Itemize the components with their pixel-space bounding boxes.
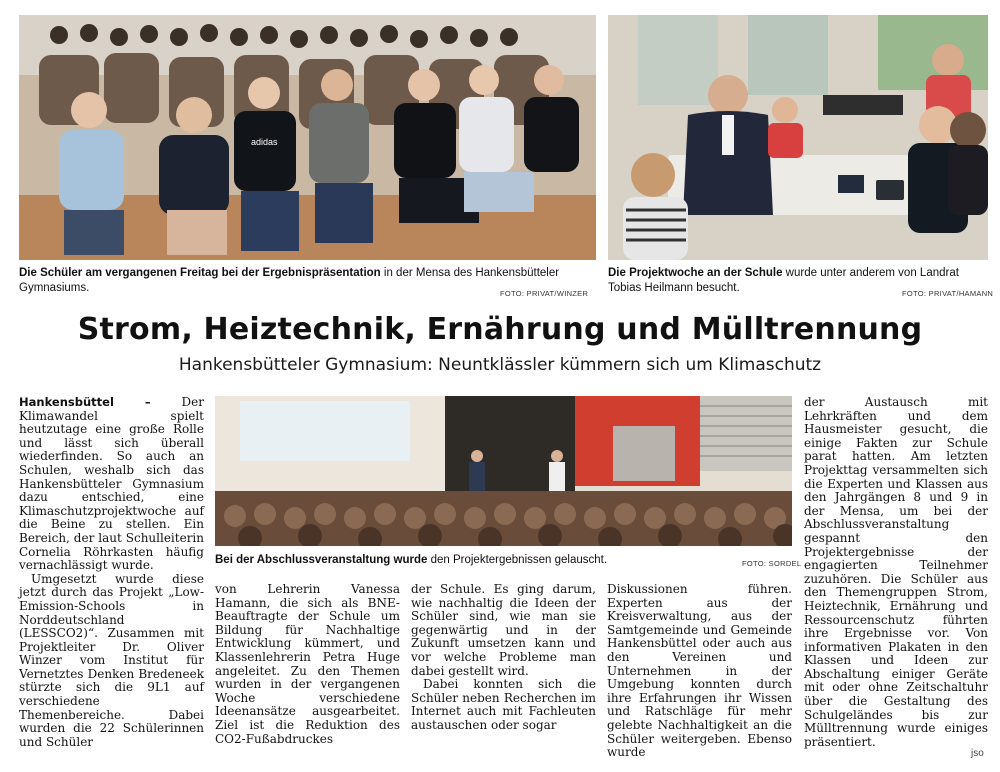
photo3-caption-rest: den Projektergebnissen gelauscht. bbox=[427, 554, 608, 566]
article-col5-text: der Austausch mit Lehrkräften und dem Hausmeister gesucht, die einige Fakten zur Schule parat hatten. Am letzten Projekttag versammelten sich die Experten und Klassen aus den Jahrgängen 8 und 9 in der Mensa, um bei der Abschlussveranstaltung gespannt den Projektergebnisse der engagierten Teilnehmer zuzuhören. Die Schüler aus den Themengruppen Strom, Heiztechnik, Ernährung und Ressourcenschutz führten ihre Ergebnisse vor. Von informativen Plakaten in den Klassen und Ideen zur Abschaltung einiger Geräte mit oder ohne Zeitschaltuhr über die Gestaltung des Schulgeländes bis zur Mülltrennung wurde einiges präsentiert. bbox=[804, 395, 988, 749]
photo-closing-event bbox=[215, 396, 792, 546]
photo-project-week-visit bbox=[608, 15, 988, 260]
article-column-4 bbox=[607, 583, 792, 760]
article-headline: Strom, Heiztechnik, Ernährung und Mülltrennung bbox=[77, 312, 923, 347]
article-col1-p2: Umgesetzt wurde diese jetzt durch das Projekt „Low-Emission-Schools in Norddeutschland (LESSCO2)“. Zusammen mit Projektleiter Dr. Oliver Winzer vom Institut für Vernetztes Denken Bredeneek stürzte sich die 9L1 auf verschiedene Themenbereiche. Dabei wurden die 22 Schülerinnen und Schüler bbox=[19, 571, 204, 749]
article-column-5 bbox=[804, 396, 988, 749]
photo1-credit: FOTO: PRIVAT/WINZER bbox=[500, 289, 589, 298]
article-column-3 bbox=[411, 583, 596, 733]
author-initials: jso bbox=[971, 748, 984, 759]
photo1-caption-bold: Die Schüler am vergangenen Freitag bei der Ergebnispräsentation bbox=[19, 267, 381, 279]
article-col3-p2: Dabei konnten sich die Schüler neben Recherchen im Internet auch mit Fachleuten austauschen oder sogar bbox=[411, 677, 596, 732]
article-col2-text: von Lehrerin Vanessa Hamann, die sich als BNE-Beauftragte der Schule um Bildung für Nachhaltige Entwicklung kümmert, und Klassenlehrerin Petra Huge angeleitet. Zu den Themen wurden in der vergangenen Woche verschiedene Ideenansätze ausgearbeitet. Ziel ist die Reduktion des CO2-Fußabdruckes bbox=[215, 582, 400, 746]
article-col3-p1: der Schule. Es ging darum, wie nachhaltig die Ideen der Schüler sind, wie man sie gegenwärtig und in der Zukunft umsetzen kann und vor welche Probleme man dabei gestellt wird. bbox=[411, 582, 596, 678]
photo3-caption-bold: Bei der Abschlussveranstaltung wurde bbox=[215, 554, 428, 566]
photo3-caption bbox=[215, 553, 792, 568]
article-dateline: Hankensbüttel – bbox=[19, 395, 151, 409]
article-column-2 bbox=[215, 583, 400, 746]
photo3-credit: FOTO: SORDEL bbox=[742, 559, 802, 568]
photo-students-presentation bbox=[19, 15, 596, 260]
shirt-logo: adidas bbox=[251, 137, 278, 147]
photo2-caption-rest: wurde unter anderem von Landrat Tobias Heilmann besucht. bbox=[608, 267, 959, 294]
photo1-caption-rest: in der Mensa des Hankensbütteler Gymnasiums. bbox=[19, 267, 560, 294]
article-subheadline: Hankensbütteler Gymnasium: Neuntklässler kümmern sich um Klimaschutz bbox=[178, 355, 822, 375]
article-column-1 bbox=[19, 396, 204, 749]
article-col1-p1: Der Klimawandel spielt heutzutage eine große Rolle und lässt sich überall wiederfinden. So auch an Schulen, weshalb sich das Hankensbütteler Gymnasium dazu entschied, eine Klimaschutzprojektwoche auf die Beine zu stellen. Ein Bereich, der laut Schulleiterin Cornelia Röhrkasten häufig vernachlässigt wurde. bbox=[19, 395, 204, 573]
photo2-credit: FOTO: PRIVAT/HAMANN bbox=[902, 289, 994, 298]
photo2-caption-bold: Die Projektwoche an der Schule bbox=[608, 267, 783, 279]
article-col4-text: Diskussionen führen. Experten aus der Kreisverwaltung, aus der Samtgemeinde und Gemeinde Hankensbüttel oder auch aus den Vereinen und Unternehmen in der Umgebung konnten durch ihre Erfahrungen ihr Wissen und Ratschläge für mehr gelebte Nachhaltigkeit an die Schüler weitergeben. Ebenso wurde bbox=[607, 582, 792, 760]
